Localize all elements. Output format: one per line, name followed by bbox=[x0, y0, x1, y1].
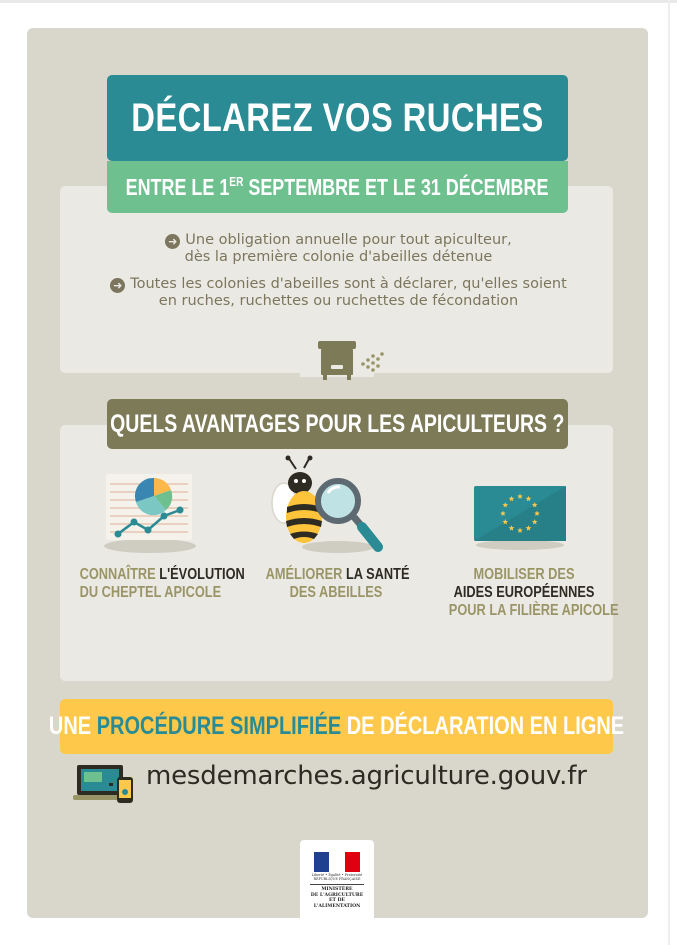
french-flag-icon bbox=[314, 852, 360, 872]
advantage-1: CONNAÎTRE L'ÉVOLUTION DU CHEPTEL APICOLE bbox=[79, 566, 245, 601]
page-title: DÉCLAREZ VOS RUCHES bbox=[131, 95, 544, 140]
title-banner bbox=[107, 75, 568, 161]
website-url[interactable]: mesdemarches.agriculture.gouv.fr bbox=[146, 761, 587, 791]
devices-icon bbox=[73, 763, 139, 807]
bullet-list bbox=[62, 232, 615, 320]
online-procedure-text: UNE PROCÉDURE SIMPLIFIÉE DE DÉCLARATION EN LIGNE bbox=[48, 712, 625, 740]
bullet-item: ➜ Toutes les colonies d'abeilles sont à déclarer, qu'elles soient en ruches, ruchettes ou ruchettes de fécondation bbox=[62, 276, 615, 310]
logo-motto: Liberté • Égalité • Fraternité RÉPUBLIQUE FRANÇAISE bbox=[311, 873, 363, 881]
advantages-banner bbox=[107, 399, 568, 449]
top-border bbox=[0, 0, 677, 3]
advantage-3: MOBILISER DES AIDES EUROPÉENNES POUR LA FILIÈRE APICOLE bbox=[448, 566, 619, 619]
right-border bbox=[668, 0, 670, 945]
bee-magnifier-icon bbox=[270, 455, 390, 555]
logo-divider bbox=[310, 884, 364, 885]
date-banner bbox=[107, 161, 568, 213]
online-procedure-banner bbox=[48, 699, 625, 754]
bullet-item: ➜ Une obligation annuelle pour tout apiculteur, dès la première colonie d'abeilles détenue bbox=[62, 232, 615, 266]
arrow-right-icon: ➜ bbox=[165, 234, 180, 249]
eu-flag-icon bbox=[472, 484, 568, 550]
beehive-icon bbox=[318, 341, 384, 383]
ministry-name: MINISTÈRE DE L'AGRICULTURE ET DE L'ALIMENTATION bbox=[310, 887, 364, 909]
chart-icon bbox=[100, 472, 200, 556]
arrow-right-icon: ➜ bbox=[110, 278, 125, 293]
date-range: ENTRE LE 1ER SEPTEMBRE ET LE 31 DÉCEMBRE bbox=[126, 173, 549, 200]
advantage-2: AMÉLIORER LA SANTÉ DES ABEILLES bbox=[265, 566, 410, 601]
advantages-title: QUELS AVANTAGES POUR LES APICULTEURS ? bbox=[110, 409, 565, 438]
